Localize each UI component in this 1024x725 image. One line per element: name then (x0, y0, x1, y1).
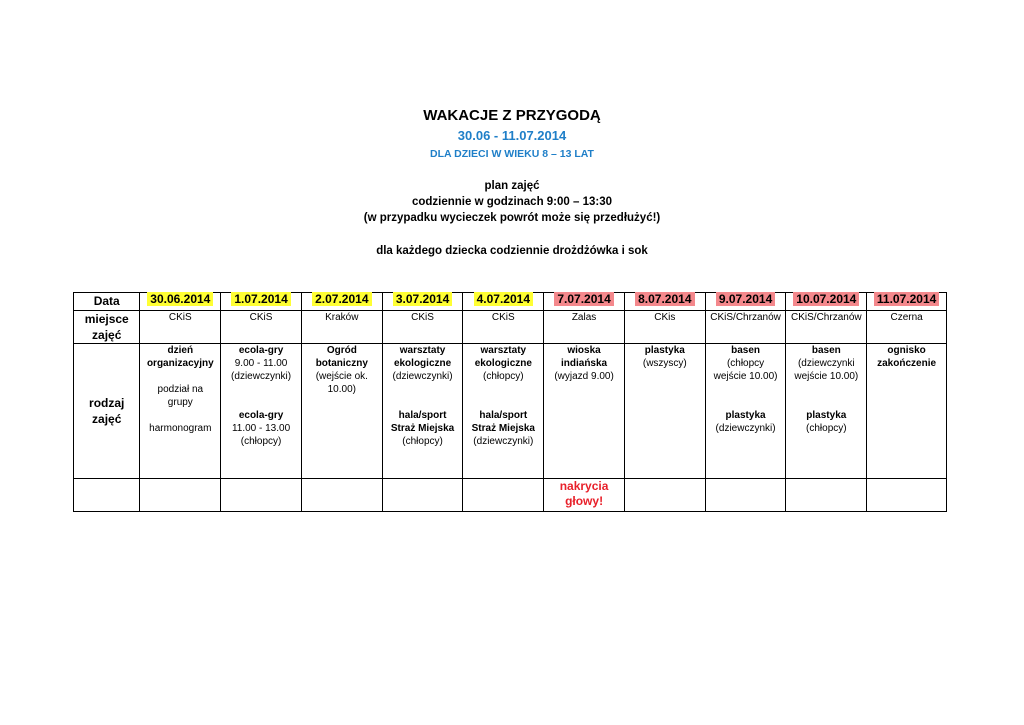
activity-line (302, 422, 382, 435)
activity-cell (786, 344, 867, 479)
activity-line (463, 396, 543, 409)
activity-line: (wyjazd 9.00) (554, 371, 614, 382)
activity-line: (dziewczynki) (715, 423, 776, 434)
date-range: 30.06 - 11.07.2014 (457, 128, 567, 143)
activity-line (140, 409, 220, 422)
activity-line: basen (731, 345, 761, 356)
activity-line: Straż Miejska (471, 423, 535, 434)
date-label: 7.07.2014 (554, 292, 613, 306)
activity-line: (chłopcy (726, 358, 765, 369)
activity-line (867, 396, 946, 409)
activity-cell (867, 344, 947, 479)
activity-cell (544, 344, 625, 479)
activity-line (786, 396, 866, 409)
activity-line: wioska (567, 345, 601, 356)
activity-line (867, 435, 946, 448)
activity-line: (dziewczynki) (231, 371, 292, 382)
place-cell: CKiS (221, 311, 302, 344)
activity-line: indiańska (560, 358, 608, 369)
activity-line: ekologiczne (393, 358, 452, 369)
extra-cell (624, 479, 705, 512)
activity-line: ekologiczne (474, 358, 532, 369)
date-row (74, 293, 947, 311)
activity-label-line-2: zajęć (92, 412, 122, 426)
activity-line: (dziewczynki) (392, 371, 453, 382)
trip-note: (w przypadku wycieczek powrót może się przedłużyć!) (363, 212, 661, 224)
activity-line: plastyka (725, 410, 766, 421)
activity-line (625, 396, 705, 409)
headwear-warning: głowy! (565, 494, 604, 508)
activity-line (544, 383, 624, 396)
place-cell: CKiS/Chrzanów (705, 311, 786, 344)
activity-line: dzień (167, 345, 194, 356)
date-cell (786, 293, 867, 311)
place-cell: CKis (624, 311, 705, 344)
activity-row-label (74, 344, 140, 479)
date-label: 11.07.2014 (874, 292, 939, 306)
activity-line (867, 370, 946, 383)
activity-line (302, 435, 382, 448)
activity-line: (wszyscy) (642, 358, 687, 369)
extra-cell (221, 479, 302, 512)
extra-row (74, 479, 947, 512)
activity-line (786, 435, 866, 448)
activity-line: plastyka (806, 410, 847, 421)
date-label: 10.07.2014 (793, 292, 859, 306)
place-row-label (74, 311, 140, 344)
activity-line (383, 383, 463, 396)
activity-line: (dziewczynki (797, 358, 855, 369)
activity-line (625, 435, 705, 448)
activity-cell (382, 344, 463, 479)
activity-cell (705, 344, 786, 479)
activity-line: ecola-gry (238, 345, 284, 356)
activity-line: (dziewczynki) (473, 436, 534, 447)
activity-line (463, 383, 543, 396)
extra-cell (463, 479, 544, 512)
extra-cell (867, 479, 947, 512)
extra-cell (301, 479, 382, 512)
activity-line: wejście 10.00) (794, 371, 859, 382)
activity-label-line-1: rodzaj (89, 396, 125, 410)
extra-row-label (74, 479, 140, 512)
date-cell (140, 293, 221, 311)
activity-line (221, 396, 301, 409)
activity-line (544, 422, 624, 435)
activity-line (625, 383, 705, 396)
date-cell (705, 293, 786, 311)
activity-line: plastyka (644, 345, 685, 356)
activity-cell (301, 344, 382, 479)
activity-line: warsztaty (399, 345, 446, 356)
extra-cell (705, 479, 786, 512)
activity-line (544, 435, 624, 448)
activity-line: 9.00 - 11.00 (234, 358, 288, 369)
activity-line (625, 422, 705, 435)
extra-cell (382, 479, 463, 512)
activity-line: basen (811, 345, 841, 356)
place-label-line-1: miejsce (84, 312, 129, 326)
activity-line (867, 383, 946, 396)
plan-heading: plan zajęć (484, 180, 540, 192)
activity-line (544, 409, 624, 422)
activity-line: (chłopcy) (402, 436, 443, 447)
activity-line: (chłopcy) (806, 423, 847, 434)
place-cell: Czerna (867, 311, 947, 344)
place-row (74, 311, 947, 344)
activity-cell (140, 344, 221, 479)
activity-line (786, 383, 866, 396)
activity-line (221, 383, 301, 396)
place-cell: CKiS (140, 311, 221, 344)
activity-line: Straż Miejska (390, 423, 455, 434)
activity-line: organizacyjny (146, 358, 214, 369)
activity-line (302, 396, 382, 409)
activity-line: (wejście ok. (315, 371, 368, 382)
activity-cell (624, 344, 705, 479)
extra-cell (786, 479, 867, 512)
activity-row (74, 344, 947, 479)
place-label-line-2: zajęć (92, 328, 122, 342)
activity-line: zakończenie (877, 358, 937, 369)
date-cell (382, 293, 463, 311)
document-title: WAKACJE Z PRZYGODĄ (423, 107, 601, 124)
date-label: 8.07.2014 (635, 292, 694, 306)
extra-cell (140, 479, 221, 512)
date-row-label: Data (74, 293, 140, 311)
activity-line: hala/sport (479, 410, 528, 421)
place-cell: CKiS (382, 311, 463, 344)
activity-line: 10.00) (327, 384, 356, 395)
activity-line (140, 435, 220, 448)
date-label: 30.06.2014 (147, 292, 213, 306)
date-label: 4.07.2014 (474, 292, 533, 306)
date-cell (463, 293, 544, 311)
activity-line: grupy (167, 397, 193, 408)
headwear-warning: nakrycia (559, 479, 609, 493)
activity-line: podział na (157, 384, 204, 395)
date-cell (221, 293, 302, 311)
date-cell (624, 293, 705, 311)
extra-cell (544, 479, 625, 512)
activity-line (140, 370, 220, 383)
activity-line: 11.00 - 13.00 (231, 423, 291, 434)
activity-cell (463, 344, 544, 479)
place-cell: CKiS/Chrzanów (786, 311, 867, 344)
activity-line: ecola-gry (238, 410, 284, 421)
activity-line (867, 409, 946, 422)
date-label: 3.07.2014 (393, 292, 452, 306)
activity-line (706, 383, 786, 396)
snack-note: dla każdego dziecka codziennie drożdżówka i sok (376, 245, 648, 257)
activity-line (867, 422, 946, 435)
activity-line: Ogród (326, 345, 357, 356)
date-label: 2.07.2014 (312, 292, 371, 306)
date-cell (301, 293, 382, 311)
date-label: 9.07.2014 (716, 292, 775, 306)
activity-line: hala/sport (398, 410, 447, 421)
activity-line: harmonogram (149, 423, 212, 434)
place-cell: CKiS (463, 311, 544, 344)
activity-line (625, 370, 705, 383)
activity-line: warsztaty (480, 345, 527, 356)
activity-line: (chłopcy) (483, 371, 524, 382)
date-cell (544, 293, 625, 311)
activity-line (706, 396, 786, 409)
age-range: DLA DZIECI W WIEKU 8 – 13 LAT (430, 148, 594, 160)
activity-line (383, 396, 463, 409)
activity-line (544, 396, 624, 409)
activity-line (625, 409, 705, 422)
activity-line: botaniczny (315, 358, 368, 369)
activity-line (302, 409, 382, 422)
date-cell (867, 293, 947, 311)
activity-cell (221, 344, 302, 479)
place-cell: Kraków (301, 311, 382, 344)
date-label: 1.07.2014 (231, 292, 290, 306)
place-cell: Zalas (544, 311, 625, 344)
daily-hours: codziennie w godzinach 9:00 – 13:30 (411, 196, 613, 208)
activity-line (706, 435, 786, 448)
activity-line: wejście 10.00) (713, 371, 778, 382)
schedule-table (73, 292, 947, 512)
activity-line: (chłopcy) (240, 436, 282, 447)
activity-line: ognisko (887, 345, 926, 356)
